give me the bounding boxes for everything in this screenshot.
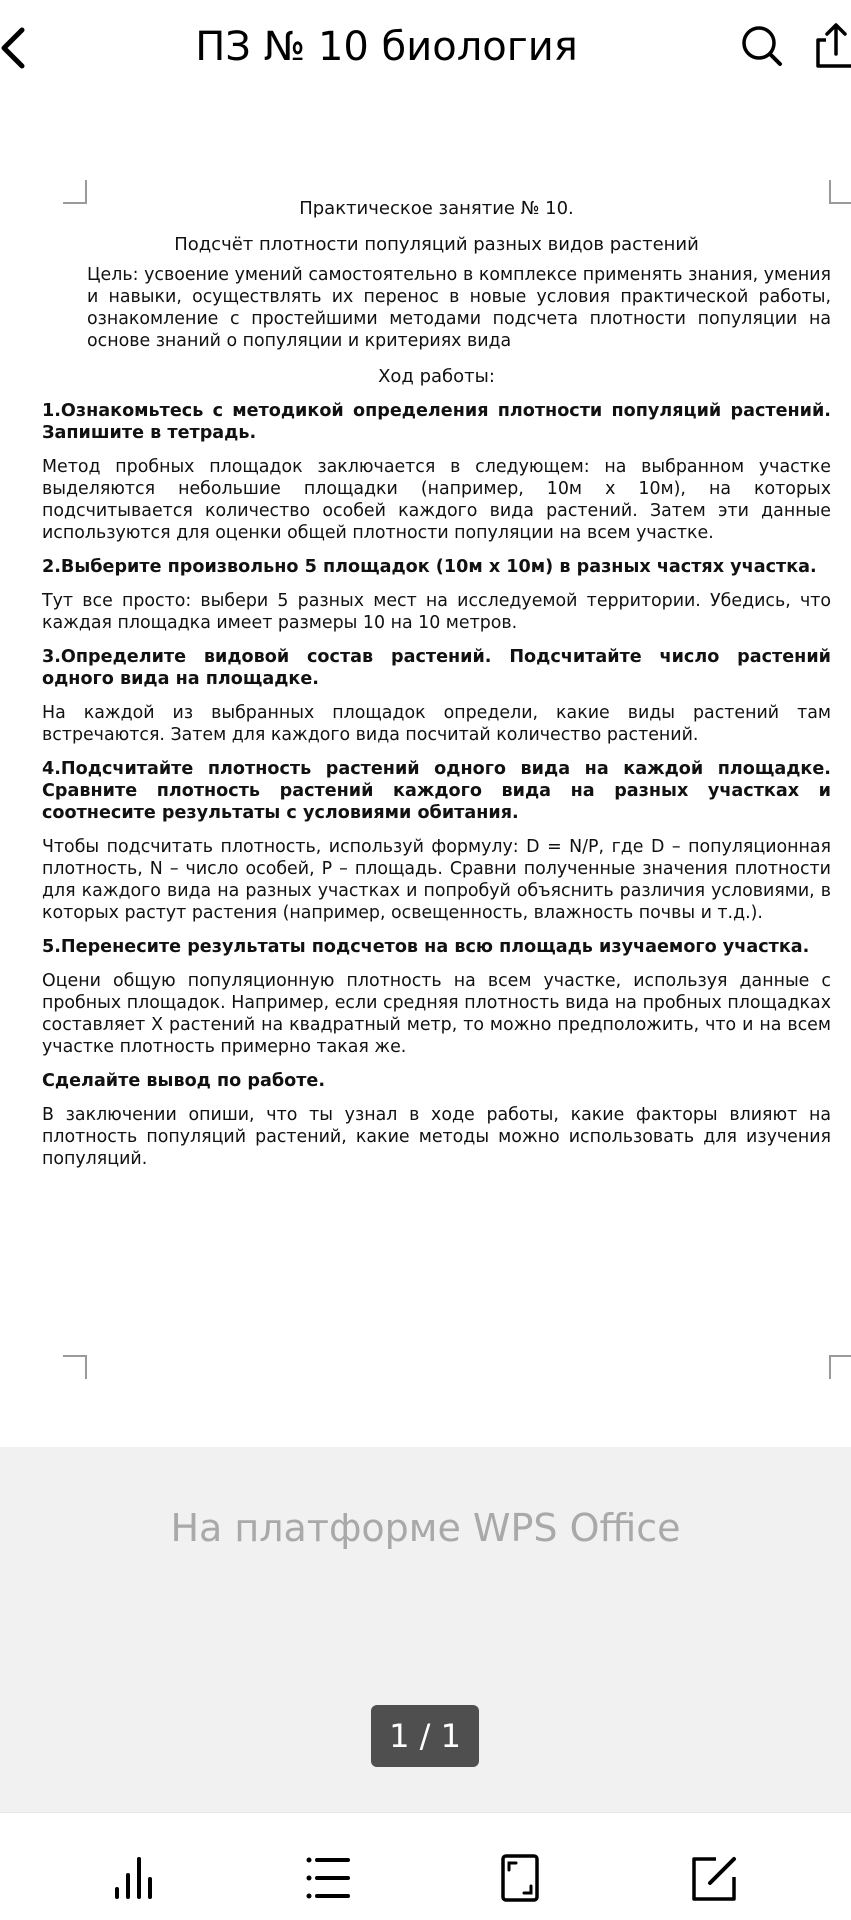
top-app-bar (0, 0, 851, 95)
chart-button[interactable] (111, 1853, 161, 1903)
page-corner-mark (829, 1355, 851, 1379)
doc-subtitle: Подсчёт плотности популяций разных видов растений (174, 234, 699, 255)
search-icon (738, 23, 788, 69)
progress-heading: Ход работы: (378, 366, 495, 387)
step-heading: 4.Подсчитайте плотность растений одного вида на каждой площадке. Сравните плотность растений каждого вида на разных участках и соотнесите результаты с условиями обитания. (42, 759, 831, 823)
platform-footer (0, 1447, 851, 1812)
fullscreen-icon (497, 1853, 547, 1903)
document-page[interactable] (0, 95, 851, 1447)
document-content (42, 198, 831, 1182)
step-text: В заключении опиши, что ты узнал в ходе работы, какие факторы влияют на плотность популяций растений, какие методы можно использовать для изучения популяций. (42, 1105, 831, 1169)
bottom-toolbar (0, 1812, 851, 1920)
step-text: Тут все просто: выбери 5 разных мест на исследуемой территории. Убедись, что каждая площадка имеет размеры 10 на 10 метров. (42, 591, 831, 633)
step-heading: Сделайте вывод по работе. (42, 1071, 326, 1091)
step-heading: 5.Перенесите результаты подсчетов на всю площадь изучаемого участка. (42, 937, 810, 957)
share-icon (814, 20, 851, 70)
step-text: Оцени общую популяционную плотность на всем участке, используя данные с пробных площадок. Например, если средняя плотность вида на пробных площадках составляет X растений на квадратный метр, то можно предположить, что и на всем участке плотность примерно такая же. (42, 971, 831, 1057)
page-indicator: 1 / 1 (371, 1705, 479, 1767)
edit-button[interactable] (690, 1853, 740, 1903)
step-heading: 2.Выберите произвольно 5 площадок (10м х 10м) в разных частях участка. (42, 557, 817, 577)
step-text: Метод пробных площадок заключается в следующем: на выбранном участке выделяются небольшие площадки (например, 10м х 10м), на которых подсчитывается количество особей каждого вида растений. Затем эти данные используются для оценки общей плотности популяции на всем участке. (42, 457, 831, 543)
fullscreen-button[interactable] (497, 1853, 547, 1903)
step-text: Чтобы подсчитать плотность, используй формулу: D = N/P, где D – популяционная плотность, N – число особей, P – площадь. Сравни полученные значения плотности для каждого вида на разных участках и попробуй объяснить различия условиями, в которых растут растения (например, освещенность, влажность почвы и т.д.). (42, 837, 831, 923)
doc-goal: Цель: усвоение умений самостоятельно в комплексе применять знания, умения и навыки, осуществлять их перенос в новые условия практической работы, ознакомление с простейшими методами подсчета плотности популяции на основе знаний о популяции и критериях вида (87, 265, 831, 351)
list-icon (304, 1853, 354, 1903)
edit-icon (690, 1853, 740, 1903)
step-heading: 1.Ознакомьтесь с методикой определения плотности популяций растений. Запишите в тетрадь. (42, 401, 831, 443)
chart-bars-icon (111, 1853, 161, 1903)
outline-button[interactable] (304, 1853, 354, 1903)
doc-title: Практическое занятие № 10. (299, 198, 574, 219)
page-corner-mark (829, 180, 851, 204)
step-heading: 3.Определите видовой состав растений. Подсчитайте число растений одного вида на площадке. (42, 647, 831, 689)
document-title: ПЗ № 10 биология (195, 24, 578, 70)
page-corner-mark (63, 1355, 87, 1379)
search-button[interactable] (738, 23, 788, 69)
platform-label: На платформе WPS Office (170, 1506, 681, 1550)
step-text: На каждой из выбранных площадок определи, какие виды растений там встречаются. Затем для каждого вида посчитай количество растений. (42, 703, 831, 745)
share-button[interactable] (814, 20, 851, 70)
